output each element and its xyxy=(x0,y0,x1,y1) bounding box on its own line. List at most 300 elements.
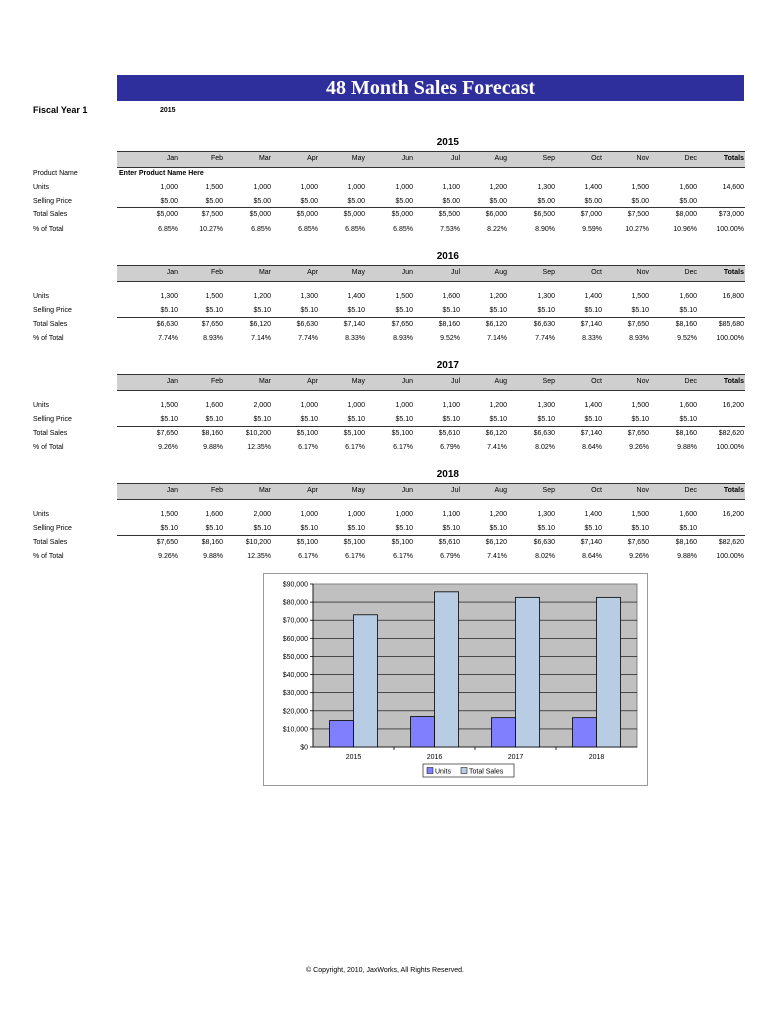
selling-price-cell: $5.10 xyxy=(160,307,178,314)
bar-total-sales xyxy=(435,592,459,747)
year-block-2018 xyxy=(30,467,745,577)
total-sales-cell: $10,200 xyxy=(245,539,271,546)
units-cell: 1,200 xyxy=(489,293,507,300)
total-sales-cell: $7,140 xyxy=(580,539,602,546)
total-sales-cell: $6,630 xyxy=(533,539,555,546)
total-sales-cell: $7,650 xyxy=(627,321,649,328)
units-cell: 1,000 xyxy=(395,402,413,409)
total-sales-cell: $7,650 xyxy=(627,539,649,546)
selling-price-cell: $5.00 xyxy=(395,198,413,205)
total-sales-cell: $8,160 xyxy=(201,430,223,437)
selling-price-cell: $5.10 xyxy=(347,307,365,314)
selling-price-cell: $5.10 xyxy=(679,525,697,532)
pct-of-total-cell: 100.00% xyxy=(716,335,744,342)
units-cell: 14,600 xyxy=(722,184,744,191)
month-header: Nov xyxy=(636,487,649,494)
selling-price-cell: $5.10 xyxy=(679,307,697,314)
month-header: Apr xyxy=(307,378,318,385)
chart-svg xyxy=(264,574,647,785)
month-header: May xyxy=(351,155,365,162)
row-label-pct-of-total: % of Total xyxy=(33,226,64,233)
pct-of-total-cell: 9.88% xyxy=(203,444,223,451)
x-tick-label: 2016 xyxy=(426,754,443,761)
pct-of-total-cell: 6.85% xyxy=(298,226,318,233)
total-sales-cell: $5,100 xyxy=(343,539,365,546)
units-cell: 1,300 xyxy=(537,511,555,518)
pct-of-total-cell: 8.64% xyxy=(582,553,602,560)
total-sales-cell: $5,100 xyxy=(296,539,318,546)
month-header: Mar xyxy=(258,155,271,162)
pct-of-total-cell: 6.85% xyxy=(158,226,178,233)
y-tick-label: $10,000 xyxy=(282,726,308,734)
legend-label: Total Sales xyxy=(469,768,504,776)
selling-price-cell: $5.10 xyxy=(395,416,413,423)
total-sales-cell: $6,630 xyxy=(533,430,555,437)
units-cell: 16,800 xyxy=(722,293,744,300)
month-header-row xyxy=(117,151,745,168)
units-cell: 1,400 xyxy=(584,402,602,409)
total-sales-cell: $82,620 xyxy=(718,539,744,546)
units-cell: 1,200 xyxy=(489,402,507,409)
pct-of-total-cell: 9.52% xyxy=(677,335,697,342)
total-sales-cell: $6,630 xyxy=(156,321,178,328)
selling-price-cell: $5.10 xyxy=(584,525,602,532)
selling-price-cell: $5.10 xyxy=(160,525,178,532)
units-cell: 1,000 xyxy=(300,511,318,518)
pct-of-total-cell: 9.26% xyxy=(158,553,178,560)
row-label-pct-of-total: % of Total xyxy=(33,444,64,451)
row-label-units: Units xyxy=(33,293,49,300)
month-header: Jun xyxy=(401,155,413,162)
total-sales-cell: $6,120 xyxy=(485,430,507,437)
units-cell: 1,500 xyxy=(631,511,649,518)
pct-of-total-cell: 10.27% xyxy=(625,226,649,233)
month-header: Apr xyxy=(307,269,318,276)
month-header: Feb xyxy=(210,269,223,276)
month-header: Totals xyxy=(723,155,744,162)
month-header: Jul xyxy=(451,378,460,385)
total-sales-cell: $8,160 xyxy=(438,321,460,328)
month-header: Mar xyxy=(258,269,271,276)
units-cell: 1,200 xyxy=(253,293,271,300)
total-sales-cell: $7,000 xyxy=(580,211,602,218)
row-label-units: Units xyxy=(33,511,49,518)
row-label-selling-price: Selling Price xyxy=(33,198,72,205)
row-label-total-sales: Total Sales xyxy=(33,539,68,546)
selling-price-cell: $5.10 xyxy=(537,416,555,423)
selling-price-cell: $5.00 xyxy=(442,198,460,205)
y-tick-label: $20,000 xyxy=(282,708,308,716)
total-sales-cell: $5,000 xyxy=(249,211,271,218)
month-header: Oct xyxy=(591,487,602,494)
units-cell: 1,500 xyxy=(631,184,649,191)
selling-price-cell: $5.10 xyxy=(537,525,555,532)
selling-price-cell: $5.10 xyxy=(584,307,602,314)
total-sales-cell: $6,120 xyxy=(249,321,271,328)
pct-of-total-cell: 12.35% xyxy=(247,444,271,451)
bar-units xyxy=(330,721,354,747)
units-cell: 1,400 xyxy=(584,511,602,518)
pct-of-total-cell: 10.96% xyxy=(673,226,697,233)
y-tick-label: $90,000 xyxy=(282,581,308,589)
total-sales-cell: $7,650 xyxy=(391,321,413,328)
pct-of-total-cell: 9.59% xyxy=(582,226,602,233)
selling-price-cell: $5.10 xyxy=(537,307,555,314)
units-cell: 1,300 xyxy=(300,293,318,300)
row-label-selling-price: Selling Price xyxy=(33,307,72,314)
month-header: Nov xyxy=(636,269,649,276)
month-header: May xyxy=(351,378,365,385)
total-sales-cell: $8,000 xyxy=(675,211,697,218)
total-sales-cell: $5,000 xyxy=(296,211,318,218)
pct-of-total-cell: 7.14% xyxy=(487,335,507,342)
selling-price-cell: $5.00 xyxy=(300,198,318,205)
month-header: Jun xyxy=(401,269,413,276)
pct-of-total-cell: 8.93% xyxy=(203,335,223,342)
month-header: Dec xyxy=(684,155,697,162)
total-sales-cell: $6,120 xyxy=(485,539,507,546)
selling-price-cell: $5.10 xyxy=(584,416,602,423)
total-sales-rule xyxy=(117,535,745,536)
year-title: 2015 xyxy=(436,137,459,148)
total-sales-cell: $5,100 xyxy=(296,430,318,437)
units-cell: 1,500 xyxy=(160,511,178,518)
units-cell: 1,600 xyxy=(442,293,460,300)
units-cell: 1,000 xyxy=(347,402,365,409)
selling-price-cell: $5.10 xyxy=(631,525,649,532)
row-label-units: Units xyxy=(33,402,49,409)
selling-price-cell: $5.00 xyxy=(253,198,271,205)
month-header: Oct xyxy=(591,269,602,276)
selling-price-cell: $5.10 xyxy=(442,416,460,423)
month-header: Aug xyxy=(494,269,507,276)
total-sales-cell: $82,620 xyxy=(718,430,744,437)
units-cell: 1,300 xyxy=(537,402,555,409)
total-sales-cell: $5,000 xyxy=(156,211,178,218)
pct-of-total-cell: 9.52% xyxy=(440,335,460,342)
total-sales-cell: $6,630 xyxy=(296,321,318,328)
selling-price-cell: $5.00 xyxy=(679,198,697,205)
selling-price-cell: $5.10 xyxy=(489,416,507,423)
total-sales-cell: $5,100 xyxy=(343,430,365,437)
units-cell: 1,400 xyxy=(347,293,365,300)
legend-swatch xyxy=(461,768,467,774)
total-sales-cell: $5,100 xyxy=(391,430,413,437)
selling-price-cell: $5.10 xyxy=(442,525,460,532)
pct-of-total-cell: 7.53% xyxy=(440,226,460,233)
month-header: Sep xyxy=(542,378,555,385)
selling-price-cell: $5.10 xyxy=(300,307,318,314)
month-header: Jan xyxy=(166,378,178,385)
month-header: Feb xyxy=(210,487,223,494)
bar-units xyxy=(573,718,597,747)
y-tick-label: $60,000 xyxy=(282,635,308,643)
legend-label: Units xyxy=(435,768,451,776)
selling-price-cell: $5.10 xyxy=(253,307,271,314)
year-block-2015 xyxy=(30,135,745,245)
pct-of-total-cell: 10.27% xyxy=(199,226,223,233)
units-cell: 1,400 xyxy=(584,184,602,191)
bar-units xyxy=(411,717,435,747)
product-name-label: Product Name xyxy=(33,170,78,177)
total-sales-rule xyxy=(117,317,745,318)
selling-price-cell: $5.10 xyxy=(253,416,271,423)
bar-total-sales xyxy=(597,597,621,747)
month-header: Jun xyxy=(401,378,413,385)
pct-of-total-cell: 8.22% xyxy=(487,226,507,233)
pct-of-total-cell: 7.41% xyxy=(487,444,507,451)
pct-of-total-cell: 8.33% xyxy=(345,335,365,342)
total-sales-cell: $5,610 xyxy=(438,430,460,437)
month-header: Oct xyxy=(591,155,602,162)
selling-price-cell: $5.10 xyxy=(489,307,507,314)
row-label-total-sales: Total Sales xyxy=(33,211,68,218)
units-cell: 2,000 xyxy=(253,511,271,518)
pct-of-total-cell: 100.00% xyxy=(716,444,744,451)
month-header: Apr xyxy=(307,487,318,494)
total-sales-cell: $6,500 xyxy=(533,211,555,218)
bar-total-sales xyxy=(354,615,378,747)
units-cell: 1,600 xyxy=(205,511,223,518)
month-header: Sep xyxy=(542,487,555,494)
row-label-total-sales: Total Sales xyxy=(33,321,68,328)
total-sales-rule xyxy=(117,426,745,427)
y-tick-label: $80,000 xyxy=(282,599,308,607)
pct-of-total-cell: 12.35% xyxy=(247,553,271,560)
selling-price-cell: $5.10 xyxy=(631,416,649,423)
total-sales-cell: $7,650 xyxy=(201,321,223,328)
pct-of-total-cell: 7.41% xyxy=(487,553,507,560)
month-header-row xyxy=(117,374,745,391)
total-sales-cell: $7,140 xyxy=(343,321,365,328)
selling-price-cell: $5.10 xyxy=(205,525,223,532)
pct-of-total-cell: 6.17% xyxy=(298,553,318,560)
units-cell: 1,500 xyxy=(631,293,649,300)
units-cell: 1,500 xyxy=(205,184,223,191)
total-sales-cell: $7,140 xyxy=(580,430,602,437)
selling-price-cell: $5.00 xyxy=(205,198,223,205)
selling-price-cell: $5.10 xyxy=(205,416,223,423)
selling-price-cell: $5.10 xyxy=(489,525,507,532)
selling-price-cell: $5.00 xyxy=(347,198,365,205)
pct-of-total-cell: 6.17% xyxy=(298,444,318,451)
selling-price-cell: $5.00 xyxy=(631,198,649,205)
selling-price-cell: $5.00 xyxy=(537,198,555,205)
units-cell: 1,600 xyxy=(679,511,697,518)
pct-of-total-cell: 7.74% xyxy=(535,335,555,342)
pct-of-total-cell: 7.74% xyxy=(298,335,318,342)
units-cell: 1,300 xyxy=(537,293,555,300)
pct-of-total-cell: 7.14% xyxy=(251,335,271,342)
y-tick-label: $40,000 xyxy=(282,672,308,680)
units-cell: 1,100 xyxy=(442,511,460,518)
pct-of-total-cell: 9.88% xyxy=(203,553,223,560)
pct-of-total-cell: 6.79% xyxy=(440,553,460,560)
y-tick-label: $0 xyxy=(300,744,308,752)
total-sales-cell: $8,160 xyxy=(675,430,697,437)
x-tick-label: 2015 xyxy=(345,754,362,761)
pct-of-total-cell: 9.88% xyxy=(677,444,697,451)
row-label-selling-price: Selling Price xyxy=(33,525,72,532)
total-sales-cell: $8,160 xyxy=(675,539,697,546)
units-cell: 1,000 xyxy=(160,184,178,191)
total-sales-rule xyxy=(117,207,745,208)
month-header: Jun xyxy=(401,487,413,494)
units-cell: 1,100 xyxy=(442,402,460,409)
month-header: Feb xyxy=(210,378,223,385)
pct-of-total-cell: 9.26% xyxy=(629,444,649,451)
pct-of-total-cell: 6.79% xyxy=(440,444,460,451)
pct-of-total-cell: 100.00% xyxy=(716,553,744,560)
selling-price-cell: $5.10 xyxy=(395,307,413,314)
total-sales-cell: $5,610 xyxy=(438,539,460,546)
bar-units xyxy=(492,718,516,747)
total-sales-cell: $7,650 xyxy=(627,430,649,437)
total-sales-cell: $5,000 xyxy=(391,211,413,218)
pct-of-total-cell: 8.02% xyxy=(535,553,555,560)
month-header: Aug xyxy=(494,378,507,385)
total-sales-cell: $85,680 xyxy=(718,321,744,328)
pct-of-total-cell: 100.00% xyxy=(716,226,744,233)
units-cell: 1,200 xyxy=(489,184,507,191)
month-header: Apr xyxy=(307,155,318,162)
selling-price-cell: $5.00 xyxy=(160,198,178,205)
selling-price-cell: $5.10 xyxy=(300,416,318,423)
total-sales-cell: $5,000 xyxy=(343,211,365,218)
selling-price-cell: $5.10 xyxy=(205,307,223,314)
month-header: Dec xyxy=(684,487,697,494)
bar-total-sales xyxy=(516,597,540,747)
units-cell: 16,200 xyxy=(722,511,744,518)
y-tick-label: $30,000 xyxy=(282,690,308,698)
selling-price-cell: $5.10 xyxy=(395,525,413,532)
units-cell: 1,600 xyxy=(205,402,223,409)
pct-of-total-cell: 6.17% xyxy=(345,553,365,560)
month-header: Sep xyxy=(542,269,555,276)
year-block-2016 xyxy=(30,249,745,359)
selling-price-cell: $5.10 xyxy=(631,307,649,314)
selling-price-cell: $5.10 xyxy=(442,307,460,314)
units-cell: 1,000 xyxy=(300,184,318,191)
units-cell: 1,500 xyxy=(631,402,649,409)
year-block-2017 xyxy=(30,358,745,468)
row-label-pct-of-total: % of Total xyxy=(33,335,64,342)
units-cell: 1,600 xyxy=(679,184,697,191)
pct-of-total-cell: 6.17% xyxy=(393,444,413,451)
total-sales-cell: $6,630 xyxy=(533,321,555,328)
units-cell: 16,200 xyxy=(722,402,744,409)
x-tick-label: 2017 xyxy=(507,754,524,761)
total-sales-cell: $7,500 xyxy=(201,211,223,218)
pct-of-total-cell: 8.90% xyxy=(535,226,555,233)
selling-price-cell: $5.00 xyxy=(584,198,602,205)
units-cell: 1,000 xyxy=(395,511,413,518)
pct-of-total-cell: 6.17% xyxy=(345,444,365,451)
month-header: Totals xyxy=(723,269,744,276)
month-header: Oct xyxy=(591,378,602,385)
month-header-row xyxy=(117,265,745,282)
units-cell: 1,500 xyxy=(160,402,178,409)
row-label-selling-price: Selling Price xyxy=(33,416,72,423)
pct-of-total-cell: 8.93% xyxy=(629,335,649,342)
month-header: Mar xyxy=(258,487,271,494)
total-sales-cell: $8,160 xyxy=(675,321,697,328)
pct-of-total-cell: 6.85% xyxy=(251,226,271,233)
fiscal-year-label: Fiscal Year 1 xyxy=(33,105,88,115)
pct-of-total-cell: 9.26% xyxy=(158,444,178,451)
month-header: Jul xyxy=(451,487,460,494)
selling-price-cell: $5.10 xyxy=(160,416,178,423)
units-cell: 1,000 xyxy=(395,184,413,191)
month-header: Dec xyxy=(684,269,697,276)
x-tick-label: 2018 xyxy=(588,754,605,761)
month-header: Totals xyxy=(723,378,744,385)
year-title: 2016 xyxy=(436,251,459,262)
month-header: Aug xyxy=(494,155,507,162)
units-cell: 1,600 xyxy=(679,293,697,300)
month-header: May xyxy=(351,269,365,276)
total-sales-cell: $7,650 xyxy=(156,539,178,546)
total-sales-cell: $7,500 xyxy=(627,211,649,218)
total-sales-cell: $6,120 xyxy=(485,321,507,328)
selling-price-cell: $5.10 xyxy=(679,416,697,423)
units-cell: 1,000 xyxy=(300,402,318,409)
total-sales-cell: $7,140 xyxy=(580,321,602,328)
row-label-units: Units xyxy=(33,184,49,191)
month-header: Mar xyxy=(258,378,271,385)
selling-price-cell: $5.10 xyxy=(253,525,271,532)
pct-of-total-cell: 8.02% xyxy=(535,444,555,451)
units-cell: 1,300 xyxy=(160,293,178,300)
copyright-text: © Copyright, 2010, JaxWorks, All Rights Reserved. xyxy=(306,967,464,974)
pct-of-total-cell: 9.88% xyxy=(677,553,697,560)
units-cell: 1,000 xyxy=(347,511,365,518)
legend-swatch xyxy=(427,768,433,774)
units-cell: 1,500 xyxy=(395,293,413,300)
selling-price-cell: $5.10 xyxy=(300,525,318,532)
selling-price-cell: $5.00 xyxy=(489,198,507,205)
month-header: Sep xyxy=(542,155,555,162)
units-cell: 2,000 xyxy=(253,402,271,409)
row-label-total-sales: Total Sales xyxy=(33,430,68,437)
year-title: 2017 xyxy=(436,360,459,371)
total-sales-cell: $5,500 xyxy=(438,211,460,218)
pct-of-total-cell: 6.85% xyxy=(393,226,413,233)
total-sales-cell: $6,000 xyxy=(485,211,507,218)
month-header: Nov xyxy=(636,155,649,162)
units-cell: 1,000 xyxy=(347,184,365,191)
pct-of-total-cell: 9.26% xyxy=(629,553,649,560)
units-cell: 1,600 xyxy=(679,402,697,409)
total-sales-cell: $5,100 xyxy=(391,539,413,546)
units-cell: 1,200 xyxy=(489,511,507,518)
units-cell: 1,500 xyxy=(205,293,223,300)
month-header: Jan xyxy=(166,155,178,162)
fiscal-year-value: 2015 xyxy=(160,107,176,114)
month-header: Jan xyxy=(166,487,178,494)
month-header: Dec xyxy=(684,378,697,385)
product-name-value: Enter Product Name Here xyxy=(119,170,204,177)
pct-of-total-cell: 6.17% xyxy=(393,553,413,560)
total-sales-cell: $7,650 xyxy=(156,430,178,437)
page-title: 48 Month Sales Forecast xyxy=(117,75,744,101)
pct-of-total-cell: 7.74% xyxy=(158,335,178,342)
month-header: May xyxy=(351,487,365,494)
y-tick-label: $50,000 xyxy=(282,653,308,661)
month-header-row xyxy=(117,483,745,500)
month-header: Jan xyxy=(166,269,178,276)
month-header: Nov xyxy=(636,378,649,385)
